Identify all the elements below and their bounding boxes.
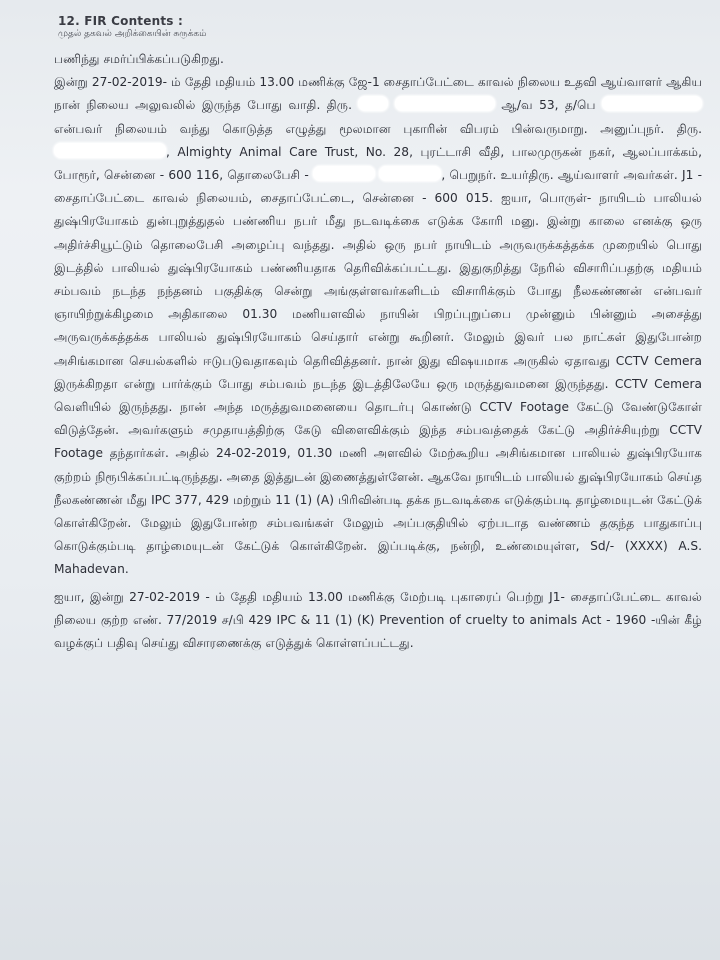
redaction-box <box>54 143 166 158</box>
text-segment: ஆ/வ 53, த/பெ <box>501 98 596 113</box>
section-header <box>58 14 206 40</box>
fir-body <box>54 48 702 655</box>
text-segment: , பெறுநர். உயர்திரு. ஆய்வாளர் அவர்கள். J1 - சைதாப்பேட்டை காவல் நிலையம், சைதாப்பேட்டை, சென்னை - 600 015. ஐயா, பொருள்- நாயிடம் பாலியல் துஷ்பிரயோகம் துன்புறுத்துதல் பண்ணிய நபர் மீது நடவடிக்கை எடுக்க கோரி மனு. இன்று காலை எனக்கு ஒரு அதிர்ச்சியூட்டும் தொலைபேசி அழைப்பு வந்தது. அதில் ஒரு நபர் நாயிடம் அருவருக்கத்தக்க முறையில் பொது இடத்தில் பாலியல் துஷ்பிரயோகம் பண்ணியதாக தெரிவிக்கப்பட்டது. இதுகுறித்து நேரில் விசாரிப்பதற்கு மதியம் சம்பவம் நடந்த நந்தனம் பகுதிக்கு சென்று அங்குள்ளவர்களிடம் விசாரிக்கும் போது நீலகண்ணன் என்பவர் ஞாயிற்றுக்கிழமை அதிகாலை 01.30 மணியளவில் நாயின் பிறப்புறுப்பை முன்னும் பின்னும் அசைத்து அருவருக்கத்தக்க பாலியல் துஷ்பிரயோகம் செய்தார் என்று கூறினர். மேலும் இவர் பல நாட்கள் இதுபோன்ற அசிங்கமான செயல்களில் ஈடுபடுவதாகவும் தெரிவித்தனர். நான் இது விஷயமாக அருகில் ஏதாவது CCTV Cemera இருக்கிறதா என்று பார்க்கும் போது சம்பவம் நடந்த இடத்திலேயே ஒரு மருத்துவமனை இருந்தது. CCTV Cemera வெளியில் இருந்தது. நான் அந்த மருத்துவமனையை தொடர்பு கொண்டு CCTV Footage கேட்டு வேண்டுகோள் விடுத்தேன். அவர்களும் சமுதாயத்திற்கு கேடு விளைவிக்கும் இந்த சம்பவத்தைக் கேட்டு அதிர்ச்சியுற்று CCTV Footage தந்தார்கள். அதில் 24-02-2019, 01.30 மணி அளவில் மேற்கூறிய அசிங்கமான பாலியல் துஷ்பிரயோக குற்றம் நிரூபிக்கப்பட்டிருந்தது. அதை இத்துடன் இணைத்துள்ளேன். ஆகவே நாயிடம் பாலியல் துஷ்பிரயோகம் செய்த நீலகண்ணன் மீது IPC 377, 429 மற்றும் 11 (1) (A) பிரிவின்படி தக்க நடவடிக்கை எடுக்கும்படி தாழ்மையுடன் கேட்டுக் கொள்கிறேன். மேலும் இதுபோன்ற சம்பவங்கள் மேலும் அப்பகுதியில் ஏற்படாத வண்ணம் தகுந்த பாதுகாப்பு கொடுக்கும்படி தாழ்மையுடன் கேட்டுக் கொள்கிறேன். இப்படிக்கு, நன்றி, உண்மையுள்ள, Sd/- (XXXX) A.S. Mahadevan. <box>54 168 703 577</box>
fir-paragraph-1 <box>54 48 702 582</box>
text-segment: என்பவர் நிலையம் வந்து கொடுத்த எழுத்து மூலமான புகாரின் விபரம் பின்வருமாறு. அனுப்புநர். திரு. <box>54 121 702 136</box>
redaction-box <box>358 96 388 111</box>
fir-paragraph-2: ஐயா, இன்று 27-02-2019 - ம் தேதி மதியம் 13.00 மணிக்கு மேற்படி புகாரைப் பெற்று J1- சைதாப்பேட்டை காவல் நிலைய குற்ற எண். 77/2019 ச/பி 429 IPC & 11 (1) (K) Prevention of cruelty to animals Act - 1960 -யின் கீழ் வழக்குப் பதிவு செய்து விசாரணைக்கு எடுத்துக் கொள்ளப்பட்டது. <box>54 589 702 651</box>
section-subtitle: முதல் தகவல் அறிக்கையின் சுருக்கம் <box>58 29 207 39</box>
redaction-box <box>379 166 441 181</box>
text-segment: இன்று 27-02-2019- ம் தேதி மதியம் 13.00 மணிக்கு ஜே-1 சைதாப்பேட்டை காவல் நிலைய உதவி ஆய்வாளர் ஆகிய நான் நிலைய அலுவலில் இருந்த போது வாதி. திரு. <box>54 75 702 113</box>
section-title: 12. FIR Contents : <box>58 14 183 28</box>
redaction-box <box>395 96 495 111</box>
text-segment: , Almighty Animal Care Trust, No. 28, புரட்டாசி வீதி, பாலமுருகன் நகர், ஆலப்பாக்கம், போரூர், சென்னை - 600 116, தொலைபேசி - <box>54 144 702 183</box>
redaction-box <box>602 96 702 111</box>
text-segment: பணிந்து சமர்ப்பிக்கப்படுகிறது. <box>54 52 224 66</box>
show-through-ghost-text <box>60 880 700 940</box>
redaction-box <box>313 166 375 181</box>
